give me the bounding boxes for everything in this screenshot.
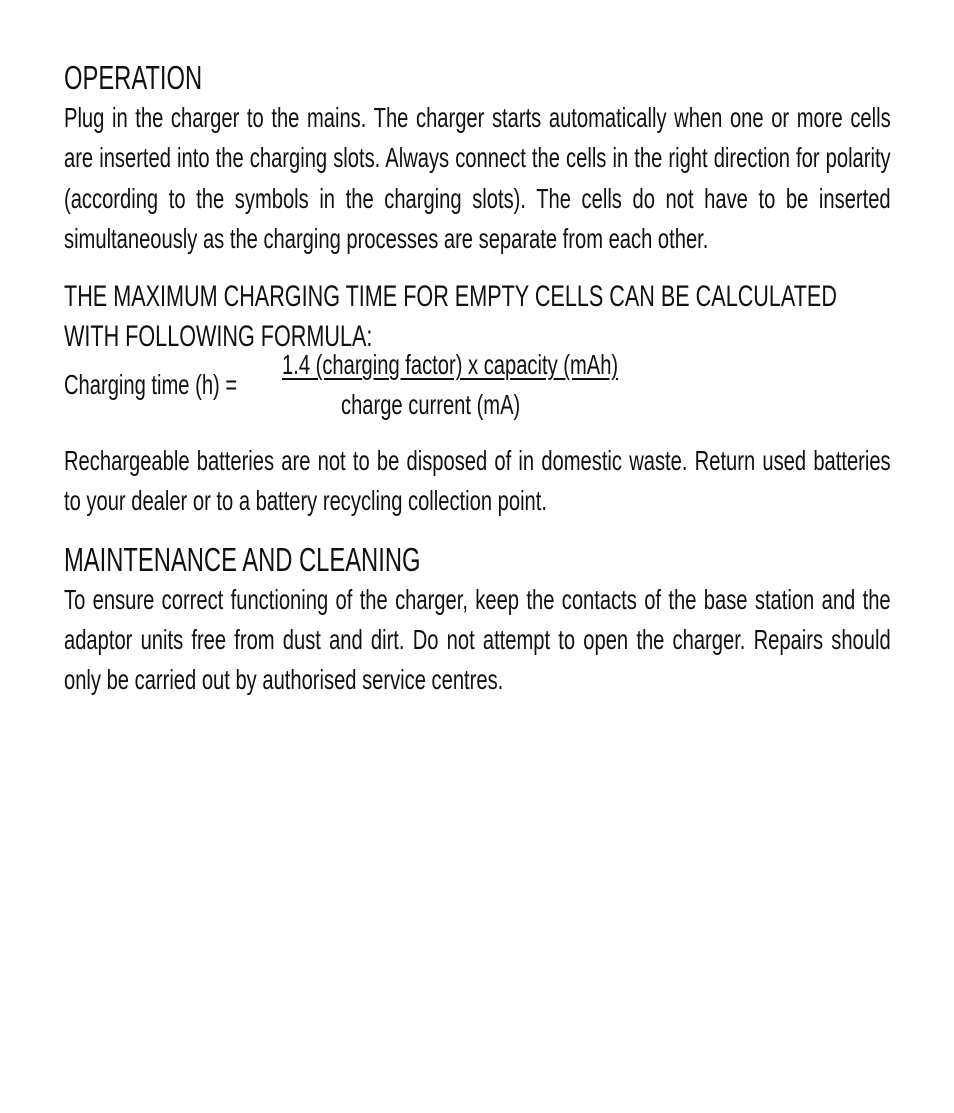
disposal-note: Rechargeable batteries are not to be disposed of in domestic waste. Return used batteries to your dealer or to a battery recycling collection point.: [64, 445, 891, 517]
maintenance-body: To ensure correct functioning of the charger, keep the contacts of the base station and the adaptor units free from dust and dirt. Do not attempt to open the charger. Repairs should only be carried out by authorised service centres.: [64, 583, 891, 696]
operation-body: Plug in the charger to the mains. The charger starts automatically when one or more cells are inserted into the charging slots. Always connect the cells in the right direction for polarity (according to the symbols in the charging slots). The cells do not have to be inserted simultaneously as the charging processes are separate from each other.: [64, 102, 891, 254]
formula-numerator: 1.4 (charging factor) x capacity (mAh): [282, 349, 619, 381]
spacer: [64, 522, 890, 540]
spacer: [64, 259, 890, 277]
operation-heading: OPERATION: [64, 59, 203, 96]
manual-page: [64, 58, 890, 701]
charging-time-heading: THE MAXIMUM CHARGING TIME FOR EMPTY CELLS CAN BE CALCULATED WITH FOLLOWING FORMULA:: [64, 280, 837, 354]
maintenance-heading: MAINTENANCE AND CLEANING: [64, 540, 421, 578]
charging-time-formula: [64, 349, 890, 441]
formula-denominator: charge current (mA): [341, 389, 521, 421]
formula-lhs: Charging time (h) =: [64, 369, 238, 401]
